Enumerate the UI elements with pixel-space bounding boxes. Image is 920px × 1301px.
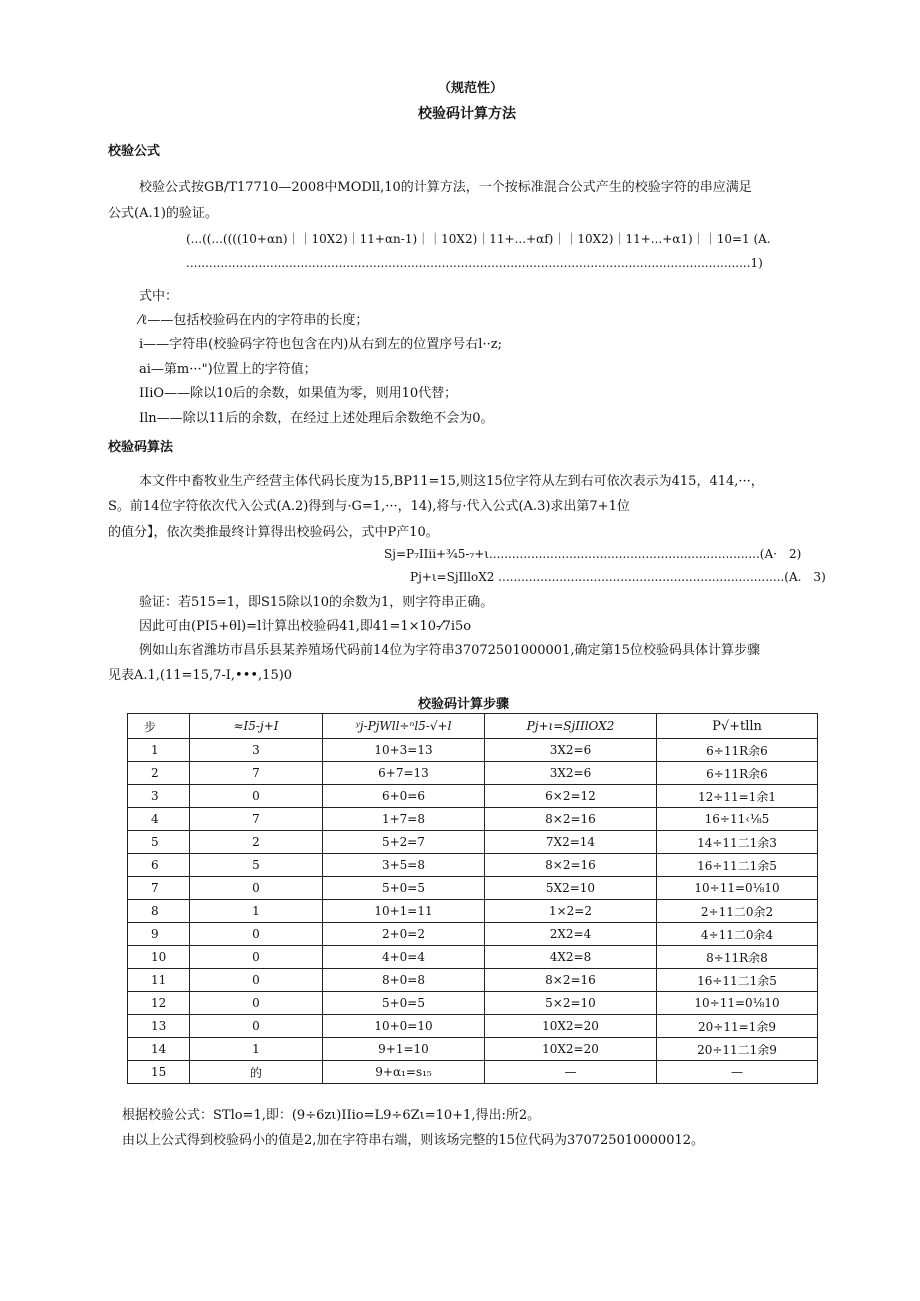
footer-line2: 由以上公式得到校验码小的值是2,加在字符串右端，则该场完整的15位代码为370725010000012。 [122, 1133, 705, 1148]
table-cell: 7X2=14 [485, 831, 657, 854]
section-heading-algorithm: 校验码算法 [108, 440, 174, 455]
table-cell: 6 [128, 854, 190, 877]
definition-mod10: IIiO——除以10后的余数，如果值为零，则用10代替； [139, 386, 458, 401]
table-row [128, 900, 818, 923]
table-cell: 4÷11二0余4 [657, 923, 818, 946]
table-row [128, 1038, 818, 1061]
table-cell: 0 [190, 946, 323, 969]
table-row [128, 762, 818, 785]
table-row [128, 992, 818, 1015]
table-cell: 1 [128, 739, 190, 762]
table-cell: 5+2=7 [323, 831, 485, 854]
table-cell: 4X2=8 [485, 946, 657, 969]
table-title: 校验码计算步骤 [418, 697, 510, 712]
table-row [128, 946, 818, 969]
formula-paragraph-line2: 公式(A.1)的验证。 [108, 206, 218, 221]
table-cell: 10÷11=0⅛10 [657, 992, 818, 1015]
normative-label: （规范性） [438, 81, 504, 96]
algorithm-paragraph-line1: 本文件中畜牧业生产经营主体代码长度为15,BP11=15,则这15位字符从左到右可依次表示为415，414,···， [139, 474, 764, 489]
table-row [128, 923, 818, 946]
table-cell: 2 [190, 831, 323, 854]
verification-text: 验证：若515=1，即S15除以10的余数为1，则字符串正确。 [139, 595, 494, 610]
table-cell: — [657, 1061, 818, 1084]
therefore-text: 因此可由(PI5+θl)=l计算出校验码41,即41=1×10-⁄7i5o [139, 619, 472, 634]
table-cell: 20÷11二1余9 [657, 1038, 818, 1061]
table-cell: 12÷11=1余1 [657, 785, 818, 808]
table-cell: 8×2=16 [485, 808, 657, 831]
example-line1: 例如山东省潍坊市昌乐县某养殖场代码前14位为字符串37072501000001,确定第15位校验码具体计算步骤 [139, 643, 761, 658]
table-cell: 6÷11R余6 [657, 762, 818, 785]
table-cell: 1+7=8 [323, 808, 485, 831]
table-cell: 6×2=12 [485, 785, 657, 808]
table-row [128, 877, 818, 900]
table-header-row [128, 714, 818, 739]
table-cell: 9+1=10 [323, 1038, 485, 1061]
table-cell: 5×2=10 [485, 992, 657, 1015]
table-cell: 10X2=20 [485, 1015, 657, 1038]
table-cell: 8÷11R余8 [657, 946, 818, 969]
table-cell: 13 [128, 1015, 190, 1038]
table-cell: 8 [128, 900, 190, 923]
table-cell: 5+0=5 [323, 877, 485, 900]
table-cell: 10 [128, 946, 190, 969]
table-cell: 1×2=2 [485, 900, 657, 923]
table-cell: 3X2=6 [485, 762, 657, 785]
table-row [128, 969, 818, 992]
table-cell: 2+0=2 [323, 923, 485, 946]
table-cell: 0 [190, 992, 323, 1015]
definition-length: ⁄ℓ——包括校验码在内的字符串的长度； [139, 313, 369, 328]
table-cell: 10X2=20 [485, 1038, 657, 1061]
table-cell: 16÷11二1余5 [657, 969, 818, 992]
table-row [128, 831, 818, 854]
table-cell: 1 [190, 900, 323, 923]
table-cell: 9+α₁=s₁₅ [323, 1061, 485, 1084]
table-cell: 15 [128, 1061, 190, 1084]
table-cell: 5X2=10 [485, 877, 657, 900]
table-cell: 7 [128, 877, 190, 900]
where-label: 式中： [139, 289, 179, 304]
table-row [128, 1061, 818, 1084]
formula-paragraph-line1: 校验公式按GB/T17710—2008中MODll,10的计算方法，一个按标准混合公式产生的校验字符的串应满足 [139, 180, 752, 195]
section-heading-formula: 校验公式 [108, 144, 161, 159]
table-cell: 10+1=11 [323, 900, 485, 923]
table-cell: 20÷11=1余9 [657, 1015, 818, 1038]
table-cell: 5 [190, 854, 323, 877]
table-cell: 2 [128, 762, 190, 785]
table-cell: 3 [190, 739, 323, 762]
table-cell: 的 [190, 1061, 323, 1084]
header-remainder: P√+tlln [657, 714, 818, 739]
table-cell: 3 [128, 785, 190, 808]
example-line2: 见表A.1,(11=15,7-I,•••,15)0 [108, 668, 293, 683]
table-cell: 6+7=13 [323, 762, 485, 785]
table-cell: 12 [128, 992, 190, 1015]
header-product: Pj+ι=SjIIlOX2 [485, 714, 657, 739]
table-cell: 10+3=13 [323, 739, 485, 762]
table-cell: 0 [190, 785, 323, 808]
table-cell: 9 [128, 923, 190, 946]
formula-a2: Sj=P₇IIii+¾5-₇+ι.......................................................................(A· 2) [384, 547, 802, 561]
table-cell: 8×2=16 [485, 969, 657, 992]
table-cell: 1 [190, 1038, 323, 1061]
definition-position: i——字符串(校验码字符也包含在内)从右到左的位置序号右l··z; [139, 337, 502, 352]
table-cell: 2÷11二0余2 [657, 900, 818, 923]
table-cell: 8+0=8 [323, 969, 485, 992]
table-cell: 10÷11=0⅛10 [657, 877, 818, 900]
definition-char-value: ai—第m···")位置上的字符值； [139, 362, 317, 377]
table-cell: 5+0=5 [323, 992, 485, 1015]
table-cell: 8×2=16 [485, 854, 657, 877]
table-cell: 3+5=8 [323, 854, 485, 877]
table-cell: 4 [128, 808, 190, 831]
table-cell: 5 [128, 831, 190, 854]
header-sum: ʸj-PjWll÷ⁿl5-√+l [323, 714, 485, 739]
definition-mod11: Iln——除以11后的余数，在经过上述处理后余数绝不会为0。 [139, 411, 494, 426]
table-cell: 2X2=4 [485, 923, 657, 946]
table-cell: 16÷11‹⅛5 [657, 808, 818, 831]
table-cell: 6÷11R余6 [657, 739, 818, 762]
algorithm-paragraph-line3: 的值分】，依次类推最终计算得出校验码公，式中P产10。 [108, 525, 439, 540]
table-cell: 10+0=10 [323, 1015, 485, 1038]
table-cell: — [485, 1061, 657, 1084]
header-position: ≈I5-j+I [190, 714, 323, 739]
table-cell: 0 [190, 1015, 323, 1038]
table-cell: 3X2=6 [485, 739, 657, 762]
table-cell: 0 [190, 923, 323, 946]
table-row [128, 1015, 818, 1038]
calculation-table [127, 713, 818, 1084]
table-cell: 16÷11二1余5 [657, 854, 818, 877]
header-step: 步 [128, 714, 190, 739]
table-cell: 4+0=4 [323, 946, 485, 969]
table-cell: 0 [190, 877, 323, 900]
table-row [128, 808, 818, 831]
table-cell: 6+0=6 [323, 785, 485, 808]
table-row [128, 739, 818, 762]
formula-a3: Pj+ι=SjIlloX2 ...........................................................................(A. 3) [410, 570, 826, 584]
table-row [128, 785, 818, 808]
table-cell: 14 [128, 1038, 190, 1061]
page-title: 校验码计算方法 [418, 106, 516, 122]
table-cell: 11 [128, 969, 190, 992]
formula-a1-line1: (...((...((((10+αn)｜｜10X2)｜11+αn-1)｜｜10X2)｜11+...+αf)｜｜10X2)｜11+...+α1)｜｜10=1 (A. [186, 232, 771, 246]
table-cell: 7 [190, 808, 323, 831]
footer-line1: 根据校验公式：STlo=1,即：(9÷6zι)IIio=L9÷6Zι=10+1,得出:所2。 [122, 1108, 541, 1123]
table-cell: 0 [190, 969, 323, 992]
table-cell: 7 [190, 762, 323, 785]
algorithm-paragraph-line2: S。前14位字符依次代入公式(A.2)得到与·G=1,···，14),将与·代入公式(A.3)求出第7+1位 [108, 499, 630, 514]
formula-a1-line2: ....................................................................................................................................................1) [186, 256, 763, 270]
table-row [128, 854, 818, 877]
table-cell: 14÷11二1余3 [657, 831, 818, 854]
